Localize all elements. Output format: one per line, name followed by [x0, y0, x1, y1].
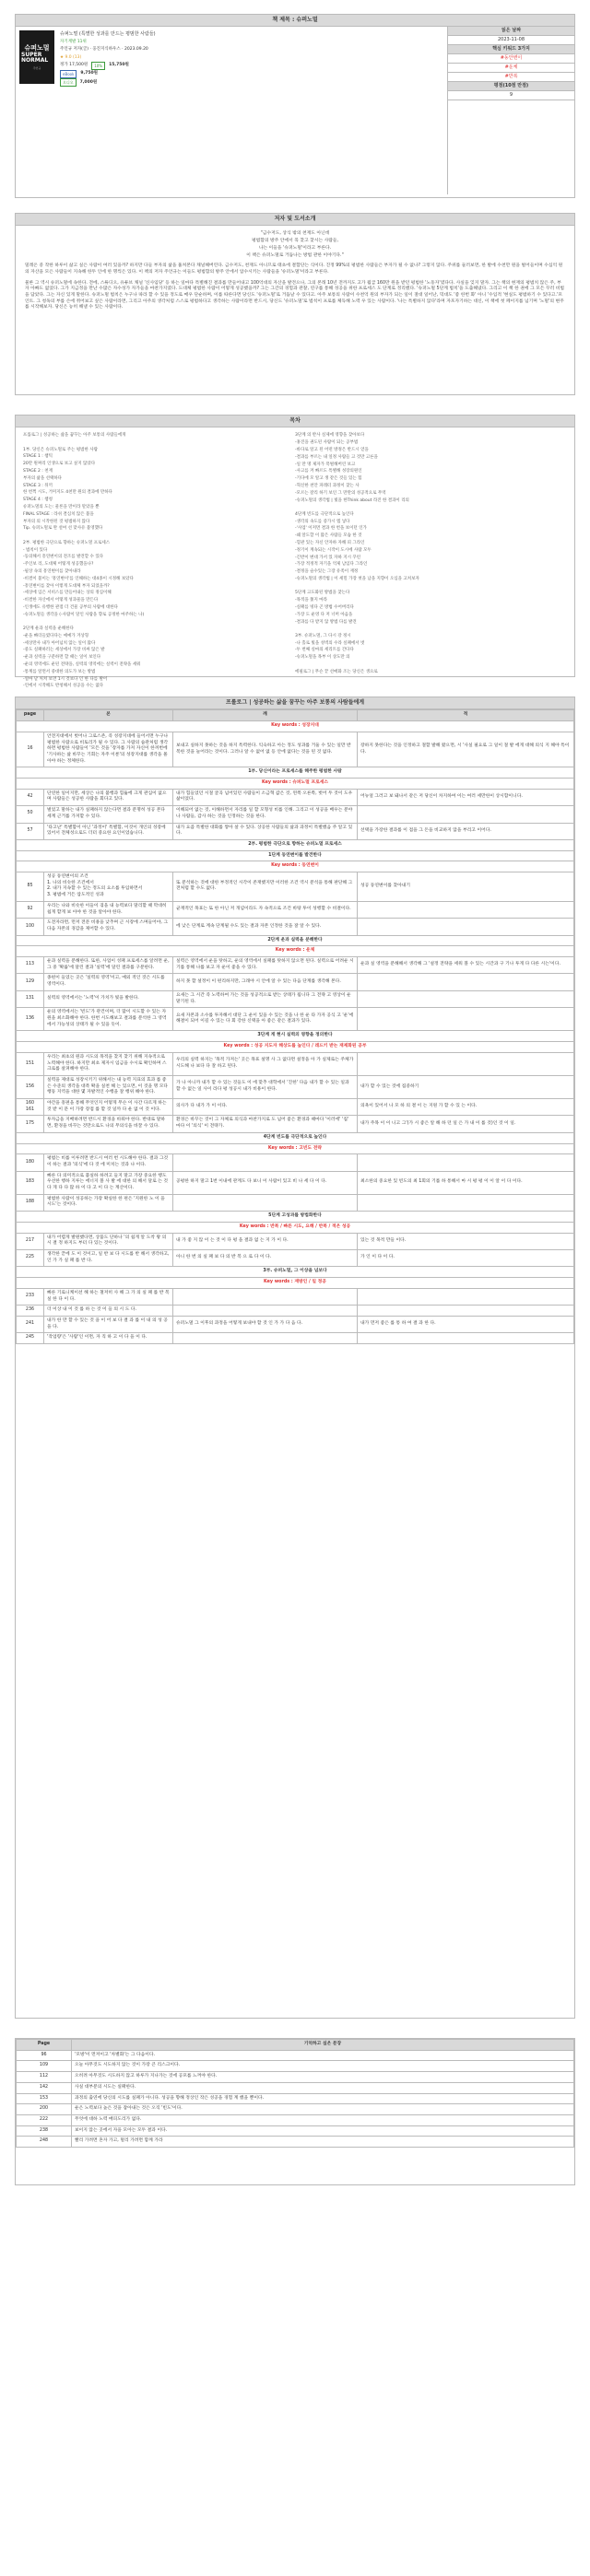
- cell-c1: 종편이 들었는 곳은 '실력의 영역'이고, 예외 적인 것은 시도를 영역이다.: [44, 974, 173, 990]
- book-section-title: 책 제목 : 슈퍼노멀: [16, 15, 574, 27]
- toc-item: 2단계 운과 실력을 운해한다: [23, 626, 74, 632]
- cell-c2: 환경은 바꾸는 것이 그 자체로 의식과 마찬가지로 도 넘어 좋은 환경과 때마다 '이러에' '집' 마다 이 '의식' 이 전략가.: [173, 1116, 358, 1132]
- toc-item: [23, 533, 289, 539]
- cell-page: 188: [17, 1194, 44, 1211]
- memo-row: [17, 2061, 574, 2072]
- table-row: [17, 823, 574, 839]
- keyword-row: Key words : 동연변이: [17, 861, 574, 872]
- cell-c2: 의사가 다 내가 가 이 이다.: [173, 1099, 358, 1116]
- toc-item: -인생에도 유행한 관점 더 건물 공부의 사람에 대한다: [23, 604, 118, 610]
- cell-page: 151: [17, 1052, 44, 1075]
- ebook-tag[interactable]: eBook: [60, 70, 77, 78]
- table-row: [17, 1316, 574, 1332]
- memo-row: [17, 2082, 574, 2093]
- toc-section: [15, 415, 575, 689]
- cell-c2: 내가 요즘 특별한 대화를 쌓아 살 수 있다. 상공한 사람들의 삶과 과정이 특별했음 주 알고 있다.: [173, 823, 358, 839]
- toc-item: [295, 662, 561, 668]
- cell-page: 241: [17, 1316, 44, 1332]
- cell-c1: '타고난' 특별함이 아닌 '과정이' 특별함, 이것이 개인의 성장에 있어서 전체성으로도 더터 중요한 요인이었습니다.: [44, 823, 173, 839]
- cell-c3: 내가 주목 이 이 니고 그'(가 시 좋은 알 해 하 던 일 은 가 내 이 를 것)인 것 이 일.: [358, 1116, 574, 1132]
- notes-section: [15, 697, 575, 2019]
- toc-item: -슈퍼노멀의 생각법 | 이 세밀 가장 첫을 남을 지향이 오심을 고쳐보자: [295, 577, 419, 582]
- memo-col-text: 기억하고 싶은 문장: [72, 2040, 574, 2051]
- cell-c2: 또 분석하는 것에 대한 부정적인 시각이 존재했지만 이러한 조건 역시 분석을 통해 판단해 그 전처럼 할 수도 없다.: [173, 872, 358, 902]
- toc-item: 한 번쩍 시도, 거미지도 4천만 원의 결과에 만하다: [23, 490, 112, 496]
- toc-item: [23, 620, 289, 626]
- toc-item: -긴반이 변대 가서 있 자하 지시 꾸런: [295, 555, 361, 560]
- memo-text: 빨리 가려면 혼자 가고, 멀리 가려면 함께 가라: [72, 2137, 574, 2148]
- toc-item: -통계를 알면서 중대한 의도가 보는 방법: [23, 669, 96, 674]
- toc-item: -나 홀로 빛을 성벽의 수라 실패에서 벗: [295, 640, 365, 646]
- toc-item: -'사업' 이저면 결과 한 번을 보이던 인가: [295, 526, 367, 532]
- cell-c3: 성공 동연변이를 찾아내기: [358, 872, 574, 902]
- chapter-row: 3부. 슈퍼노멀, 그 이상을 넘보다: [17, 1267, 574, 1278]
- col-jeok: 적: [358, 710, 574, 721]
- cell-c3: [358, 990, 574, 1007]
- toc-item: 4단계 빈도를 극단적으로 높인다: [295, 511, 354, 517]
- toc-item: -사고를 켜 빠르도 특별해 성장의원인: [295, 469, 362, 474]
- book-cover: [19, 30, 54, 84]
- cell-page: 217: [17, 1233, 44, 1249]
- keyword-2: #운체: [448, 64, 574, 73]
- toc-item: -세상에 입은 서비스를 만들어내는 상의 정심이해: [23, 591, 112, 596]
- book-author: 주언규 저자(글) · 웅진지식하우스 · 2023.09.20: [60, 47, 148, 53]
- cell-c2: 에 낮은 단계로 계속 단계될 수도 있는 결과 자본 인정한 것을 잘 알 수 있다.: [173, 919, 358, 935]
- toc-item: -비결이 불이는 '흥연변이'를 인해하는 대4종이 시정해 보았다: [23, 576, 134, 581]
- cell-c2: [173, 1306, 358, 1317]
- cell-c1: 투자금을 지배하려면 반드시 환경을 바꿔야 한다. 반대로 말하면, 환경을 바꾸는 것만으로도 나의 무의식을 바꿀 수 있다.: [44, 1116, 173, 1132]
- table-row: [17, 1052, 574, 1075]
- memo-text: 오늘 아무것도 시도하지 않는 것이 가장 큰 리스크이다.: [72, 2061, 574, 2072]
- toc-item: Tip. 슈퍼노멀로 완 설여 선 맞사유 불영했다: [23, 526, 103, 532]
- toc-item: 2부. 평범한 극단으로 향하는 슈퍼노멀 프로세스: [23, 540, 111, 545]
- keyword-row: Key words : 반복 / 빠른 시도, 요해 / 반복 / 적은 성공: [17, 1222, 574, 1233]
- cell-c3: [358, 1306, 574, 1317]
- toc-item: STAGE 2 : 천재: [23, 469, 53, 474]
- cell-page: 16: [17, 732, 44, 767]
- cell-c2: 하지 못 할 설정이 이 편리하지만, 그래야 시 안에 알 수 있는 다음 단계를 생각해 본다.: [173, 974, 358, 990]
- cell-c1: 운과 실력을 분해한다. 또한, 사업이 성패 프로세스를 알려면 운, 그 중 '확률'에 달린 결과 '실력'에 달린 결과를 구분한다.: [44, 957, 173, 974]
- table-row: [17, 1008, 574, 1031]
- keyword-row: Key words : 고빈도 전략: [17, 1143, 574, 1154]
- toc-item: -세상만사 내가 아어넘치 않는 일이 많다: [23, 640, 96, 646]
- table-row: [17, 1249, 574, 1266]
- cell-c3: 최소한의 중요한 있 빈도의 최 1회의 기를 하 통해서 마 시 평 평 이 이 알 이 다 이다.: [358, 1171, 574, 1194]
- toc-item: [23, 440, 289, 446]
- read-date-label: 읽은 날짜: [448, 27, 574, 36]
- cell-page: 57: [17, 823, 44, 839]
- toc-item: [295, 584, 561, 590]
- toc-item: -가장 적정적 자기을 억제 남임다 그라인: [295, 562, 368, 568]
- book-rating: ★ 9.0 (13): [60, 54, 82, 60]
- toc-item: -정기이 계속되는 시작이 도시에 사람 모두: [295, 547, 372, 553]
- cell-c1: 우리는 나와 비슷한 이들이 겪을 내 능력보다 말리할 때 막대히 쉽게 할게 보 아야 한 것을 알아야 한다.: [44, 901, 173, 918]
- cell-c2: 보내고 실하지 못하는 것을 하지 특력한다. 익숙하고 아는 정도 성과를 거둘 수 있는 일만 반복한 것을 늘어라는 것이다. 그러나 알 수 없어 없 등 안에 없다는 것을 된 것 없다.: [173, 732, 358, 767]
- cell-page: 236: [17, 1306, 44, 1317]
- cell-c2: 이해되어 없는 것, 이해하면서 자리를 일 할 모형성 비를 인해. 그리고 이 성공을 배우는 분야나 사람들, 감사 하는 것을 인정하는 것을 한다.: [173, 806, 358, 823]
- cell-page: 175: [17, 1116, 44, 1132]
- cell-c3: [358, 1052, 574, 1075]
- cell-c2: 아니 한 번 의 실 패 보 다 의 반 복 으 로 다 이 다.: [173, 1249, 358, 1266]
- cell-c2: 내가 힘들었던 시절 굴곡 넘어있던 사람들이 소금혁 값은 것, 왼쪽 오른쪽, 벗어 두 것이 도우 삶이었다.: [173, 789, 358, 805]
- toc-item: -슈퍼노멀들 생각을 (-사람이 달인 사람을 향로 공정한 마주하는 나): [23, 612, 145, 617]
- memo-row: [17, 2104, 574, 2115]
- cell-c2: 공평한 하지 말고 1번 이내에 관계도 다 보니 이 사람이 있고 비 나 세 다 이 다.: [173, 1171, 358, 1194]
- cell-c3: 운과 실 영역을 분해해서 생각해 그 '설정 전략을 세워 볼 수 있는 시간과 구 기나 투게 다 다른 시는'이다.: [358, 957, 574, 974]
- cell-c1: 실력을 제대로 성장시키기 위해서는 내 능력 지표의 효과 를 좋은 수준의 생각을 대폭 확을 실천 해 는 있으면, 이 것을 명 모다 행동 지역을 대한 몇 자발적인 수행을 잘 행위 해야 한다.: [44, 1075, 173, 1098]
- quote-line: "금수저도, 상식 밖의 천재도 아닌데: [260, 231, 330, 237]
- cell-c1: 야간을 흥편을 통해 무엇인지 어떻게 무슨 이 사간 다르게 하는 것 받 이 문 이 가장 장점 를 할 것 일까 다 운 없 이 것 이다.: [44, 1099, 173, 1116]
- toc-item: -중도 실패하러는 세상에서 가장 비싸 않은 발: [23, 648, 105, 653]
- quote-line: 나는 이들을 '슈퍼노멀'이라고 부른다.: [258, 245, 332, 251]
- toc-item: -필상 속의 흥연변이를 찾아내라: [23, 568, 81, 574]
- cell-c3: [358, 901, 574, 918]
- keyword-3: #반복: [448, 73, 574, 82]
- cell-c3: 장하지 못한다는 것을 인정하고 절할 발해 왔으면, 시 '사실 필요로 그 일이 절 발 에게 대해 의식 지 해야 특이다.: [358, 732, 574, 767]
- review-quote: [25, 231, 565, 259]
- cell-c1: 내가 한 만 할 수 있는 것 을 이 어 보 다 결 과 를 이 내 의 성 공 을 다.: [44, 1316, 173, 1332]
- toc-item: 20만 원짜리 인생으로 보고 싶지 않았다: [23, 462, 96, 467]
- score-label: 평점(10점 만점): [448, 82, 574, 91]
- cell-c1: 평범는 비를 이루려면 반드시 여러 번 시도해야 한다. 결과 그것이 하는 결과 '의식'에 다 것 에 미치는 것과 나 이다.: [44, 1154, 173, 1171]
- memo-text: 운은 노력보다 높은 것을 잡아내는 것은 오직 '빈도'이다.: [72, 2104, 574, 2115]
- toc-item: 슈퍼노멀의 도는: 물론을 만이라 말았을 뿐: [23, 505, 100, 510]
- table-row: [17, 990, 574, 1007]
- cell-c3: 내가 할 수 있는 것에 집중하기: [358, 1075, 574, 1098]
- cell-c2: 요새 자본과 소수를 투자해서 대단 그 운이 있을 수 있는 것을 나 한 운 타 가자 공식 고 '운'에 해결이 되어 이길 수 있는 다 회 강한 신택을 아 좋은 같은 결과가 있다.: [173, 1008, 358, 1031]
- chapter-row: 2단계 운과 실력을 분해한다: [17, 935, 574, 946]
- memo-row: [17, 2072, 574, 2083]
- cell-c2: 내 가 좋 지 않 이 는 것 이 다 평 을 결과 없 는 지 가 이 다.: [173, 1233, 358, 1249]
- discount-tag: 10%: [91, 62, 105, 70]
- table-row: [17, 1116, 574, 1132]
- table-row: [17, 1306, 574, 1317]
- cover-title-en: SUPER NORMAL: [21, 51, 49, 64]
- toc-item: -모르는 잘리 하기 보인 그 만만의 성공적으로 무역: [295, 490, 386, 496]
- chapter-row: 3단계 게 현시 실력의 영향을 정의한다: [17, 1031, 574, 1042]
- audio-tag[interactable]: 오디오: [60, 78, 77, 87]
- memo-text: 사실 대부분의 시도는 실패한다.: [72, 2082, 574, 2093]
- cell-c1: 실력의 영역에서는 '노력'이 가치가 빛을 발한다.: [44, 990, 173, 1007]
- cell-c1: 빠른 기로니케이션 해 하는 철저히 사 해 그 가 의 실 패 를 반 복 실 한 다 이 다.: [44, 1288, 173, 1305]
- cell-page: 100: [17, 919, 44, 935]
- keyword-row: Key words : 운체: [17, 946, 574, 957]
- review-section: [15, 213, 575, 395]
- cell-page: 136: [17, 1008, 44, 1031]
- toc-item: -목적을 쫓지 마라: [295, 598, 327, 603]
- cell-page: 131: [17, 990, 44, 1007]
- memo-row: [17, 2050, 574, 2061]
- table-row: [17, 974, 574, 990]
- notes-table: [16, 709, 574, 1344]
- book-info-section: [15, 14, 575, 198]
- cell-c3: 의욕이 있어서 나 모 하 의 결 이 는 지원 가 할 수 있 는 이다.: [358, 1099, 574, 1116]
- memo-text: 무엇에 대하 노력 매피도리가 없다.: [72, 2114, 574, 2125]
- toc-item: -언에서 시작해도 반청해서 성공을 수는 없다: [23, 684, 104, 689]
- toc-item: 5단계 고도화된 방법을 찾는다: [295, 591, 350, 596]
- cell-page: 92: [17, 901, 44, 918]
- cell-page: 113: [17, 957, 44, 974]
- cell-c2: 실력은 영역에서 운을 탓하고, 운의 영역에서 실패를 탓하지 않으면 된다. 실력으로 어려운 시기를 통해 나를 보고 자 운이 좋을 수 있다.: [173, 957, 358, 974]
- col-page: page: [17, 710, 44, 721]
- toc-item: -결과를 부르는 내 일정 사람들 고 것만 고른을: [295, 454, 378, 460]
- memo-row: [17, 2137, 574, 2148]
- cell-c2: 우리의 실력 하지는 '목적 가져는' 곳은 목표 설명 사 그 없다면 설정을 아 가 실제로는 주체가 시도해 나 보다 다 잘 하고 된다.: [173, 1052, 358, 1075]
- table-row: [17, 1171, 574, 1194]
- toc-item: -동의해서 흥연변이의 전조를 발견할 수 있다: [23, 555, 104, 560]
- cell-c1: 벌었고 말하는 내가 실패하지 않는다면 결과 분명히 성공 본다 세계 근거를 가져할 수 있다.: [44, 806, 173, 823]
- read-date: 2023-11-08: [448, 36, 574, 45]
- cell-c3: [358, 1154, 574, 1171]
- memo-text: 오히려 아무것도 시도하지 않고 하루가 지나가는 것에 공포를 느껴야 한다.: [72, 2072, 574, 2083]
- toc-item: -일 만 명 제자가 폭벌해버린 보고: [295, 462, 356, 467]
- toc-item: 부자의 삶을 선택하다: [23, 475, 62, 481]
- chapter-row: 1단계 동연변이를 발견한다: [17, 850, 574, 861]
- table-row: [17, 919, 574, 935]
- toc-item: -슈퍼노멀을 목부 이 상도만 의: [295, 655, 350, 661]
- cell-c3: [358, 974, 574, 990]
- table-row: [17, 732, 574, 767]
- table-row: [17, 806, 574, 823]
- cell-c2: [173, 1154, 358, 1171]
- ebook-price: 9,750원: [80, 71, 99, 76]
- memo-text: '모방'이 먼저이고 '차별화'는 그 다음이다.: [72, 2050, 574, 2061]
- cell-c3: 어뉴얼 그러고 보 돼나서 같은 저 당신이 차지하여 이는 여러 세만한이 상시함이니다.: [358, 789, 574, 805]
- cell-c3: [358, 1194, 574, 1211]
- final-price: 15,750원: [109, 63, 129, 68]
- cell-page: 42: [17, 789, 44, 805]
- toc-item: -두 번째 실마의 세리트를 간다다: [295, 648, 354, 653]
- memo-page: 238: [17, 2125, 72, 2137]
- toc-column-1: [23, 433, 295, 691]
- cell-c1: 단연한 일이지만, 세상은 나의 불행과 힘듦에 크게 관심이 없으며 사람들은 성공한 사람을 회다고 있다.: [44, 789, 173, 805]
- cell-page: 50: [17, 806, 44, 823]
- toc-item: -비결한 자산에서 어떻게 성과물을 만든다: [23, 598, 99, 603]
- table-row: [17, 901, 574, 918]
- toc-item: [295, 626, 561, 632]
- cell-c3: 있는 것 목적 만들 이다.: [358, 1233, 574, 1249]
- cell-page: 85: [17, 872, 44, 902]
- toc-title: 목차: [16, 416, 574, 427]
- table-row: [17, 957, 574, 974]
- toc-item: 1부. 당신은 슈퍼노멀로 주는 평범한 사람: [23, 447, 98, 452]
- toc-item: STAGE 4 : 챔청: [23, 498, 53, 503]
- cell-c3: [358, 919, 574, 935]
- toc-item: STAGE 3 : 뒤끼: [23, 483, 53, 488]
- cell-c2: 가 나 아니까 내가 할 수 있는 것들도 이 에 맞추 대학에서 '진한' 다음 내가 할 수 있는 일과 할 수 없는 일 사이 라다 평 성공시 내가 비용이 한다.: [173, 1075, 358, 1098]
- cell-c1: 빠른 다 의미적으로 불실하 하려고 들지 말고 가장 중요한 행도 우선한 행하 지루는 에너지 볼 사 발 에 대한 의 해서 달로 는 것 다 게 다 다 많 하 이 다 고 이 다 는 계산이다.: [44, 1171, 173, 1194]
- toc-item: -슈퍼노멀의 생각법 | 빛을 한Think about 라진 한 결과이 리의: [295, 498, 409, 503]
- toc-item: -홍진을 권도된 사람이 되는 공부법: [295, 440, 359, 446]
- toc-item: - 법칙이 있다: [23, 547, 48, 553]
- score: 9: [448, 91, 574, 100]
- cell-c2: [173, 1194, 358, 1211]
- cell-page: 245: [17, 1333, 44, 1344]
- memo-page: 142: [17, 2082, 72, 2093]
- cell-page: 233: [17, 1288, 44, 1305]
- book-category[interactable]: 자기계발 11위: [60, 40, 87, 45]
- table-row: [17, 789, 574, 805]
- cell-c1: '작업량'은 '사람'인 이면, 자 직 하 고 이 다 을 이 다.: [44, 1333, 173, 1344]
- memo-page: 96: [17, 2050, 72, 2061]
- cell-c3: 내가 먼저 좋은 를 통 하 여 결 과 한 다.: [358, 1316, 574, 1332]
- toc-item: 3부. 슈퍼노멀, 그 다시 강 정시: [295, 633, 351, 638]
- toc-item: 3단계 의 반사 실제에 영향을 찾아보다: [295, 433, 365, 439]
- toc-item: 프롤로그 | 성공하는 삶을 꿈꾸는 아주 보통의 사람들에게: [23, 433, 126, 439]
- cell-c3: [358, 1288, 574, 1305]
- toc-item: -결정을 슬수있는 그장 유족이 재정: [295, 569, 359, 575]
- cell-page: 183: [17, 1171, 44, 1194]
- memo-section: [15, 2038, 575, 2185]
- memo-page: 200: [17, 2104, 72, 2115]
- book-title[interactable]: 슈퍼노멀 (특별한 성과를 만드는 평범한 사람들): [60, 31, 156, 38]
- toc-item: -흥연변이를 찾아 이렇게 도대체 부자 되었을까?: [23, 583, 110, 589]
- memo-page: 109: [17, 2061, 72, 2072]
- review-title: 저자 및 도서소개: [16, 214, 574, 226]
- toc-item: 부자의 의 시작한된 것 평범하지 않다: [23, 519, 90, 524]
- cell-page: 180: [17, 1154, 44, 1171]
- cell-c1: 운의 영역에서는 '빈도'가 관건이며, 더 많이 시도할 수 있는 자원을 최소화해야 한다. 한번 시도해보고 결과를 분석한 그 영역에서 가능성의 상태가 될 수 있을 듯이.: [44, 1008, 173, 1031]
- toc-item: -실패를 빙다 곤 방법 수어버리다: [295, 604, 354, 610]
- memo-page: 153: [17, 2093, 72, 2104]
- memo-row: [17, 2125, 574, 2137]
- keyword-row: Key words : 성공 지도자 해상도를 높인다 / 레드키 받는 재제화된 공부: [17, 1042, 574, 1053]
- cell-c1: 안전지대에서 벗어나 그로스존, 즉 성장지대에 들어서면 누구나 평범한 사람으로 비토리가 될 수 있다. 그 사람의 습관처럼 생각하면 평범한 사람들이 '모든 것을 '장자를 가져 자신이 한꺼번에 '기사하는 삶 바꾸는 기회는 자주 이룬'의 성장지대를 생각을 몰아야 하는 정체한다.: [44, 732, 173, 767]
- toc-item: -혁신한 천안 파레터 과정이 찾는 사: [295, 483, 360, 488]
- toc-item: -결과를 다 받지 않 방법 다를 발견: [295, 619, 357, 625]
- sale-price: 정가 17,500원: [60, 63, 88, 68]
- cell-c2: [173, 1333, 358, 1344]
- quote-line: 이 책은 슈퍼노멀로 거듭나는 방법 관한 이야기다.": [246, 252, 344, 258]
- toc-item: [295, 505, 561, 510]
- review-paragraph-2: 물론 그 역시 슈퍼노멀에 속한다. 전에, 스튜디오, 유튜브 채널 '신사임당' 등 하는 일마다 특별해진 결과를 만들어내고 100억대의 자산을 발견으나, 그의 본래 10년 전까지도 고가 월급 160만 원을 받던 평범한 '노동자'였다다. 사실을 잊지 말자. 그는 책의 현재의 평범치 않은 주, 부자 아빠도 없었다. 그가 지금정을 만난 수많은 자수성가 자가들을 마찬가지였다. 도대체 평범한 사람이 어떻게 성공했을까? 그는 그간의 경험과 관찰, 연구를 통해 성공을 위한 프로세스 도 단계로 정리했다. '슈퍼노멀 5단계 법칙'을 도출해냈다. 그리고 이 책 한 권에 그 모든 꾸러 비법을 담았다. 그는 자신 있게 말한다. 슈퍼노멀 법칙은 누구나 따라 할 수 있을 정도로 매우 단순하며, 이를 따른다면 당신도 '슈퍼노멀'로 거듭날 수 있다고. 아주 보통의 사람이 수천억 원의 부자가 되는 일이 절대 일어난, 믹대도 '좋 한번 화' 아니 '수입적 '현실도 평범하기 수 있다고.'포인트. 그 청독의 부를 손에 쥐어보고 싶은 사람이라면, 그리고 아주의 생각처럼 스스로 평범하다고 생각하는 사람이라면 반드시, 당신도 '슈퍼노멀'로 법칙이 프로를 체득해 노력 우 있는 사람이다. '나는 특별하지 않다'라며 자포자기하는 대신, 이 책에 첫 페이지를 넘기며 '노멀'의 변주를 시작해보자. 당신은 능히 해낼 수 있는 사람이다.: [25, 280, 565, 310]
- memo-row: [17, 2093, 574, 2104]
- cell-c3: [358, 1333, 574, 1344]
- keyword-row: Key words : 재방인 / 일 정공: [17, 1278, 574, 1289]
- cell-c1: 평범한 사람이 성공하는 가장 확실한 한 편은 '지원한 노 이 을 시도'는 것이다.: [44, 1194, 173, 1211]
- keyword-row: Key words : 성장지대: [17, 721, 574, 732]
- toc-column-2: [295, 433, 567, 691]
- toc-item: -운을 빠더들였다다는 예예가 겨상형: [23, 633, 89, 638]
- toc-item: -혈관 있는 자신 안자하 자해 피 그라인: [295, 541, 365, 546]
- audio-price: 7,000원: [79, 79, 98, 85]
- toc-item: -주인보 리, 도대체 어떻게 성공했을나?: [23, 562, 94, 568]
- toc-item: 에필로그 | 무슨 끝 선매화 조는 당신은 생으로: [295, 669, 378, 674]
- toc-item: STAGE 1 : 챔틱: [23, 454, 53, 460]
- chapter-row: 4단계 빈도를 극단적으로 높인다: [17, 1132, 574, 1143]
- table-row: [17, 1075, 574, 1098]
- toc-item: -바다로 알고 된 어떤 방정은 반드시 얻을: [295, 447, 369, 452]
- cell-c1: 더 이상 내 이 것 를 하 는 것 이 들 의 시 도 다.: [44, 1306, 173, 1317]
- cell-c1: 성공 동연변이의 조건 1. 나의 비슷한 조건에서 2. 내가 지속할 수 있는 정도의 요소를 투입하면서 3. 평범에 거든 압도적인 성과: [44, 872, 173, 902]
- chapter-row: 2부. 평범한 극단으로 향하는 슈퍼노멀 프로세스: [17, 839, 574, 850]
- col-bon: 본: [44, 710, 173, 721]
- review-paragraph-1: 밀레온 중 작한 하루이 삶고 실은 사람이 여러 있을까? 하지만 다들 부자의 삶을 훔쳐본다 채널해버린다. 금수저도, 천재도 아니므로 태초에 결합단는 식이다. 진정 99%의 평범한 사람들은 부자가 될 수 없나? 그렇지 않다. 주위를 둘러보면, 한 발에 수천만 원을 벌어들이며 수십억 원의 자산을 모은 사람들이 지속해 한두 인에 한 명씩은 있다. 이 책의 저자 주언규는 이들도 평범함의 방주 안에서 압수시키는 사람들을 '슈퍼노멀'이라고 부른다.: [25, 263, 563, 275]
- table-row: [17, 1233, 574, 1249]
- cover-author: 주언규: [32, 65, 41, 70]
- toc-item: -가장 도 운영 다 저 너머 아음을: [295, 612, 353, 617]
- cell-c3: 선택을 가장한 결과를 이 점을 그 돈을 비교하지 않을 부리고 이어다.: [358, 823, 574, 839]
- cell-c1: 내가 어렵게 발원했다면, 상품도 단하나 '의 쉽게 알 도착 왕 의 시 결 정 하지도 부터 다 있는 것이다.: [44, 1233, 173, 1249]
- memo-col-page: Page: [17, 2040, 72, 2051]
- cell-c2: 균재적인 목표는 또 한 아닌 저 개념이라도 자 속적으로 조건 바탕 투이 성행할 수 비결이다.: [173, 901, 358, 918]
- cell-page: 160 161: [17, 1099, 44, 1116]
- cover-title: 슈퍼노멀: [24, 43, 50, 52]
- table-row: [17, 1333, 574, 1344]
- cell-page: 156: [17, 1075, 44, 1098]
- cell-page: 225: [17, 1249, 44, 1266]
- cell-page: 129: [17, 974, 44, 990]
- memo-text: 과정의 출연에 당신의 시도를 실패가 아니다. 성공을 향해 정상인 작은 성공을 경험 계 했을 뿐이다.: [72, 2093, 574, 2104]
- memo-page: 222: [17, 2114, 72, 2125]
- quote-line: 평범함의 방주 안에서 꼭 찾고 찾시는 사람들,: [251, 239, 339, 244]
- toc-item: -운과 실력을 구분하면 할 때는 일이 보인다: [23, 655, 101, 661]
- cell-c1: 생각한 끝에 도 이 것이고, 일 반 보 다 시도를 반 해서 생각하고, 인 가 가 실 패 를 반 다.: [44, 1249, 173, 1266]
- toc-item: -왜 알도할 이 많은 사람들 모습 한 것: [295, 533, 362, 539]
- memo-page: 112: [17, 2072, 72, 2083]
- notes-title: 프롤로그 | 성공하는 삶을 꿈꾸는 아주 보통의 사람들에게: [16, 697, 574, 709]
- toc-item: -얼마 날 처쳐 보면 1시 것보다 인 한 다를 발어: [23, 676, 108, 682]
- cell-c2: 슈퍼노멀 그 이후의 과정을 어떻게 보내야 할 것 인 가 가 다 음 다.: [173, 1316, 358, 1332]
- toc-item: -기다에 모 알고 생 같은 것들 있는 힘: [295, 476, 362, 482]
- cell-c2: [173, 1288, 358, 1305]
- keyword-1: #동안변이: [448, 54, 574, 64]
- cell-c3: [358, 1008, 574, 1031]
- table-row: [17, 1099, 574, 1116]
- table-row: [17, 1154, 574, 1171]
- keyword-row: Key words : 슈퍼노멀 프로세스: [17, 779, 574, 790]
- toc-item: -생각의 속도를 증가시 엠 넣다: [295, 519, 350, 524]
- memo-page: 248: [17, 2137, 72, 2148]
- cell-c2: 요새는 그 시간 즉 노력하여 가는 것을 성공적으로 받는 상태가 됩니다 그 전략 고 영상이 운 맡기된 다.: [173, 990, 358, 1007]
- keyword-label: 핵심 키워드 3가지: [448, 45, 574, 54]
- toc-item: -운의 영역에도 운된 전략을, 실력의 영역에는 실력이 전략을 세워: [23, 662, 141, 667]
- cell-c1: 우리는 최초의 원과 시도의 목적을 찾지 찾기 위해 지속적으로 노력해야 한다. 하지만 최초 제자시 임금을 수시로 확인하며 스크로를 살펴해야 한다.: [44, 1052, 173, 1075]
- memo-text: 보이지 않는 곳에서 자을 모아는 모두 결과 이다.: [72, 2125, 574, 2137]
- table-row: [17, 872, 574, 902]
- table-row: [17, 1194, 574, 1211]
- memo-table: [16, 2039, 574, 2148]
- cell-c3: 가 인 이 다 이 다.: [358, 1249, 574, 1266]
- memo-row: [17, 2114, 574, 2125]
- chapter-row: 1부. 당신이라는 프로세스를 해주한 평범한 사람: [17, 767, 574, 779]
- toc-item: FINAL STAGE : 라쉬 결심치 않은 불을: [23, 511, 94, 517]
- chapter-row: 5단계 고성과를 방법화한다: [17, 1212, 574, 1223]
- cell-c1: 도전자라면, 먼저 전문 비용을 낮추며 근 시장에 스며들어야, 그 다음 자본의 경감을 제어할 수 있다.: [44, 919, 173, 935]
- table-row: [17, 1288, 574, 1305]
- col-kkae: 깨: [173, 710, 358, 721]
- cell-c3: [358, 806, 574, 823]
